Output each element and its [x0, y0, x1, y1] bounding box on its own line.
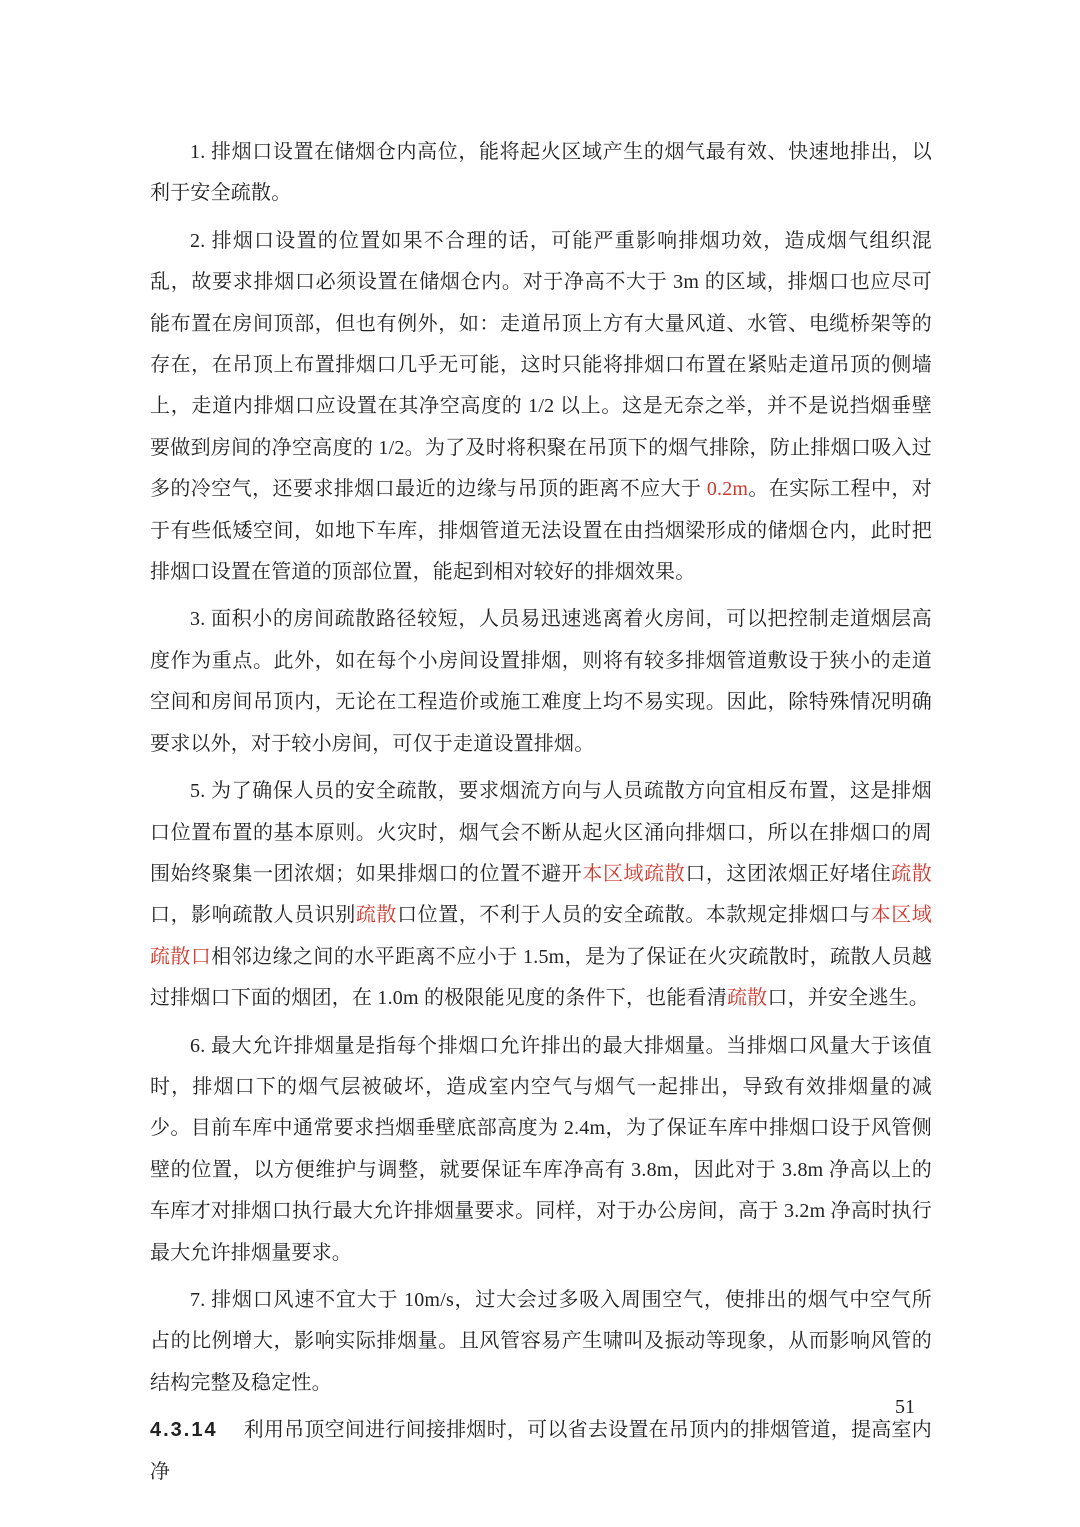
highlighted-text-run: 0.2m [706, 478, 749, 501]
text-run: 5. 为了确保人员的安全疏散，要求烟流方向与人员疏散方向宜相反布置，这是排烟口位置布置的基本原则。火灾时，烟气会不断从起火区涌向排烟口，所以在排烟口的周围始终聚集一团浓烟；如果排烟口的位置不避开 [150, 780, 932, 885]
text-run: 1. 排烟口设置在储烟仓内高位，能将起火区域产生的烟气最有效、快速地排出，以利于安全疏散。 [150, 141, 932, 205]
text-run: 3. 面积小的房间疏散路径较短，人员易迅速逃离着火房间，可以把控制走道烟层高度作为重点。此外，如在每个小房间设置排烟，则将有较多排烟管道敷设于狭小的走道空间和房间吊顶内，无论在工程造价或施工难度上均不易实现。因此，除特殊情况明确要求以外，对于较小房间，可仅于走道设置排烟。 [150, 608, 932, 755]
para-item-1 [150, 132, 932, 215]
document-body [150, 132, 932, 1499]
text-run: 2. 排烟口设置的位置如果不合理的话，可能严重影响排烟功效，造成烟气组织混乱，故要求排烟口必须设置在储烟仓内。对于净高不大于 3m 的区域，排烟口也应尽可能布置在房间顶部，但也有例外，如：走道吊顶上方有大量风道、水管、电缆桥架等的存在，在吊顶上布置排烟口几乎无可能，这时只能将排烟口布置在紧贴走道吊顶的侧墙上，走道内排烟口应设置在其净空高度的 1/2 以上。这是无奈之举，并不是说挡烟垂壁要做到房间的净空高度的 1/2。为了及时将积聚在吊顶下的烟气排除，防止排烟口吸入过多的冷空气，还要求排烟口最近的边缘与吊顶的距离不应大于 [150, 229, 932, 501]
text-run: 利用吊顶空间进行间接排烟时，可以省去设置在吊顶内的排烟管道，提高室内净 [150, 1419, 932, 1483]
text-run: 6. 最大允许排烟量是指每个排烟口允许排出的最大排烟量。当排烟口风量大于该值时，排烟口下的烟气层被破坏，造成室内空气与烟气一起排出，导致有效排烟量的减少。目前车库中通常要求挡烟垂壁底部高度为 2.4m，为了保证车库中排烟口设于风管侧壁的位置，以方便维护与调整，就要保证车库净高有 3.8m，因此对于 3.8m 净高以上的车库才对排烟口执行最大允许排烟量要求。同样，对于办公房间，高于 3.2m 净高时执行最大允许排烟量要求。 [150, 1034, 932, 1264]
text-run: 。在实际工程中，对于有些低矮空间，如地下车库，排烟管道无法设置在由挡烟梁形成的储烟仓内，此时把排烟口设置在管道的顶部位置，能起到相对较好的排烟效果。 [150, 478, 932, 584]
highlighted-text-run: 疏散 [726, 987, 768, 1010]
para-item-2 [150, 221, 932, 594]
text-run: 口位置，不利于人员的安全疏散。本款规定排烟口与 [397, 904, 871, 927]
page-number: 51 [895, 1396, 915, 1418]
highlighted-text-run: 疏散 [891, 862, 933, 885]
highlighted-text-run: 本区域疏散口 [150, 904, 933, 968]
para-item-3 [150, 599, 932, 765]
section-number: 4.3.14 [150, 1419, 218, 1442]
text-run: 口，并安全逃生。 [767, 987, 929, 1010]
text-run: 口，影响疏散人员识别 [150, 904, 356, 927]
text-run: 口，这团浓烟正好堵住 [685, 862, 892, 885]
highlighted-text-run: 本区域疏散 [582, 862, 686, 885]
para-item-6 [150, 1026, 932, 1274]
para-item-7 [150, 1280, 932, 1404]
highlighted-text-run: 疏散 [355, 904, 398, 927]
text-run: 7. 排烟口风速不宜大于 10m/s，过大会过多吸入周围空气，使排出的烟气中空气所占的比例增大，影响实际排烟量。且风管容易产生啸叫及振动等现象，从而影响风管的结构完整及稳定性。 [150, 1288, 932, 1394]
para-item-5 [150, 771, 932, 1019]
para-section-4-3-14 [150, 1410, 932, 1493]
text-run: 相邻边缘之间的水平距离不应小于 1.5m，是为了保证在火灾疏散时，疏散人员越过排烟口下面的烟团，在 1.0m 的极限能见度的条件下，也能看清 [150, 945, 933, 1010]
